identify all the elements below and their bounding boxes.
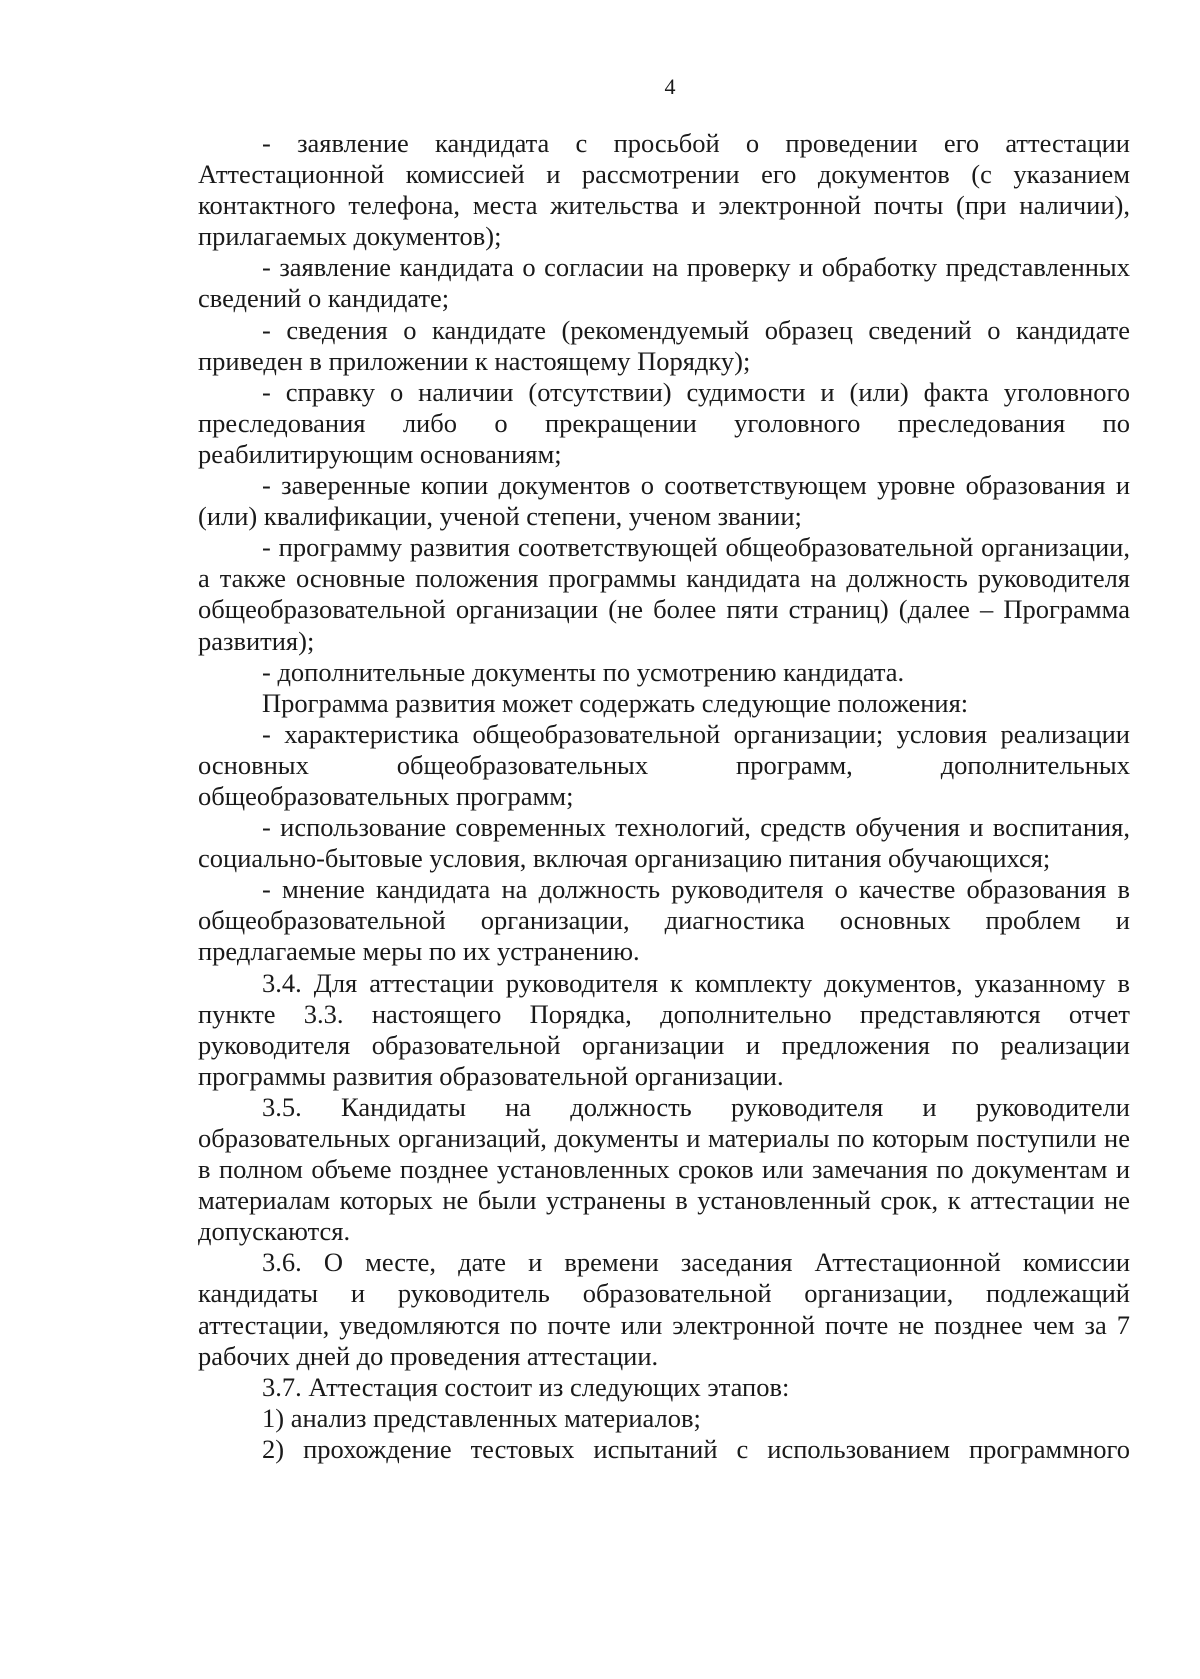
paragraph-3-6: 3.6. О месте, дате и времени заседания Аттестационной комиссии кандидаты и руководитель образовательной организации, подлежащий аттестации, уведомляются по почте или электронной почте не позднее чем за 7 рабочих дней до проведения аттестации. — [198, 1247, 1130, 1371]
paragraph-consent-statement: - заявление кандидата о согласии на проверку и обработку представленных сведений о кандидате; — [198, 252, 1130, 314]
paragraph-technologies: - использование современных технологий, средств обучения и воспитания, социально-бытовые условия, включая организацию питания обучающихся; — [198, 812, 1130, 874]
paragraph-candidate-opinion: - мнение кандидата на должность руководителя о качестве образования в общеобразовательной организации, диагностика основных проблем и предлагаемые меры по их устранению. — [198, 874, 1130, 967]
list-item-stage-1: 1) анализ представленных материалов; — [262, 1402, 701, 1433]
paragraph-criminal-record: - справку о наличии (отсутствии) судимости и (или) факта уголовного преследования либо о прекращении уголовного преследования по реабилитирующим основаниям; — [198, 376, 1130, 469]
paragraph-program-contents: Программа развития может содержать следующие положения: — [262, 687, 969, 718]
paragraph-additional-documents: - дополнительные документы по усмотрению кандидата. — [262, 656, 905, 687]
paragraph-development-program: - программу развития соответствующей общеобразовательной организации, а также основные положения программы кандидата на должность руководителя общеобразовательной организации (не более пяти страниц) (далее – Программа развития); — [198, 532, 1130, 656]
paragraph-candidate-info: - сведения о кандидате (рекомендуемый образец сведений о кандидате приведен в приложении к настоящему Порядку); — [198, 314, 1130, 376]
paragraph-certified-copies: - заверенные копии документов о соответствующем уровне образования и (или) квалификации, ученой степени, ученом звании; — [198, 470, 1130, 532]
document-body — [198, 128, 1130, 1465]
paragraph-3-4: 3.4. Для аттестации руководителя к комплекту документов, указанному в пункте 3.3. настоящего Порядка, дополнительно представляются отчет руководителя образовательной организации и предложения по реализации программы развития образовательной организации. — [198, 967, 1130, 1091]
paragraph-application-request: - заявление кандидата с просьбой о проведении его аттестации Аттестационной комиссией и рассмотрении его документов (с указанием контактного телефона, места жительства и электронной почты (при наличии), прилагаемых документов); — [198, 128, 1130, 252]
paragraph-organization-characteristics: - характеристика общеобразовательной организации; условия реализации основных общеобразовательных программ, дополнительных общеобразовательных программ; — [198, 718, 1130, 811]
paragraph-3-7: 3.7. Аттестация состоит из следующих этапов: — [262, 1371, 790, 1402]
page-number: 4 — [664, 74, 676, 99]
paragraph-3-5: 3.5. Кандидаты на должность руководителя и руководители образовательных организаций, документы и материалы по которым поступили не в полном объеме позднее установленных сроков или замечания по документам и материалам которых не были устранены в установленный срок, к аттестации не допускаются. — [198, 1091, 1130, 1247]
list-item-stage-2: 2) прохождение тестовых испытаний с использованием программного — [262, 1433, 1130, 1464]
